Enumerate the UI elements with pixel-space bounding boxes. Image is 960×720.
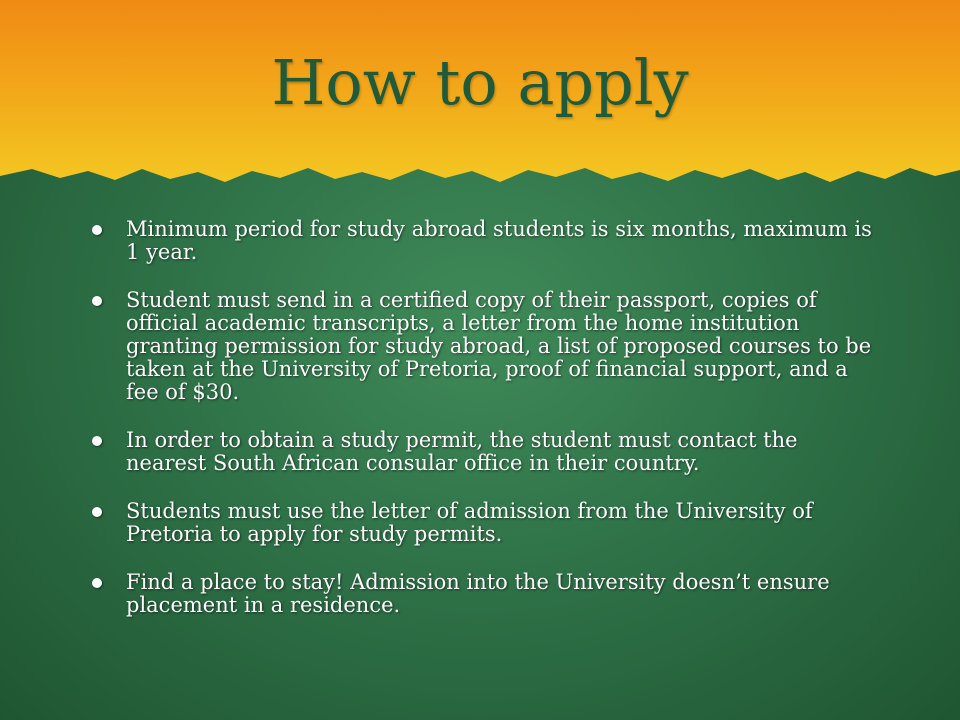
bullet-item <box>92 218 882 264</box>
bullet-list <box>92 218 882 642</box>
bullet-text: Find a place to stay! Admission into the University doesn’t ensure placement in a residence. <box>126 570 830 617</box>
bullet-text: Students must use the letter of admission from the University of Pretoria to apply for study permits. <box>126 499 813 546</box>
bullet-dot-icon <box>92 578 102 588</box>
bullet-item <box>92 500 882 546</box>
page-title: How to apply <box>271 46 689 119</box>
bullet-item <box>92 571 882 617</box>
bullet-dot-icon <box>92 436 102 446</box>
bullet-dot-icon <box>92 225 102 235</box>
bullet-text: In order to obtain a study permit, the student must contact the nearest South African consular office in their country. <box>126 428 798 475</box>
bullet-dot-icon <box>92 296 102 306</box>
bullet-item <box>92 289 882 404</box>
bullet-dot-icon <box>92 507 102 517</box>
bullet-text: Minimum period for study abroad students is six months, maximum is 1 year. <box>126 217 872 264</box>
bullet-item <box>92 429 882 475</box>
bullet-text: Student must send in a certified copy of their passport, copies of official academic transcripts, a letter from the home institution granting permission for study abroad, a list of proposed courses to be taken at the University of Pretoria, proof of financial support, and a fee of $30. <box>126 288 872 404</box>
